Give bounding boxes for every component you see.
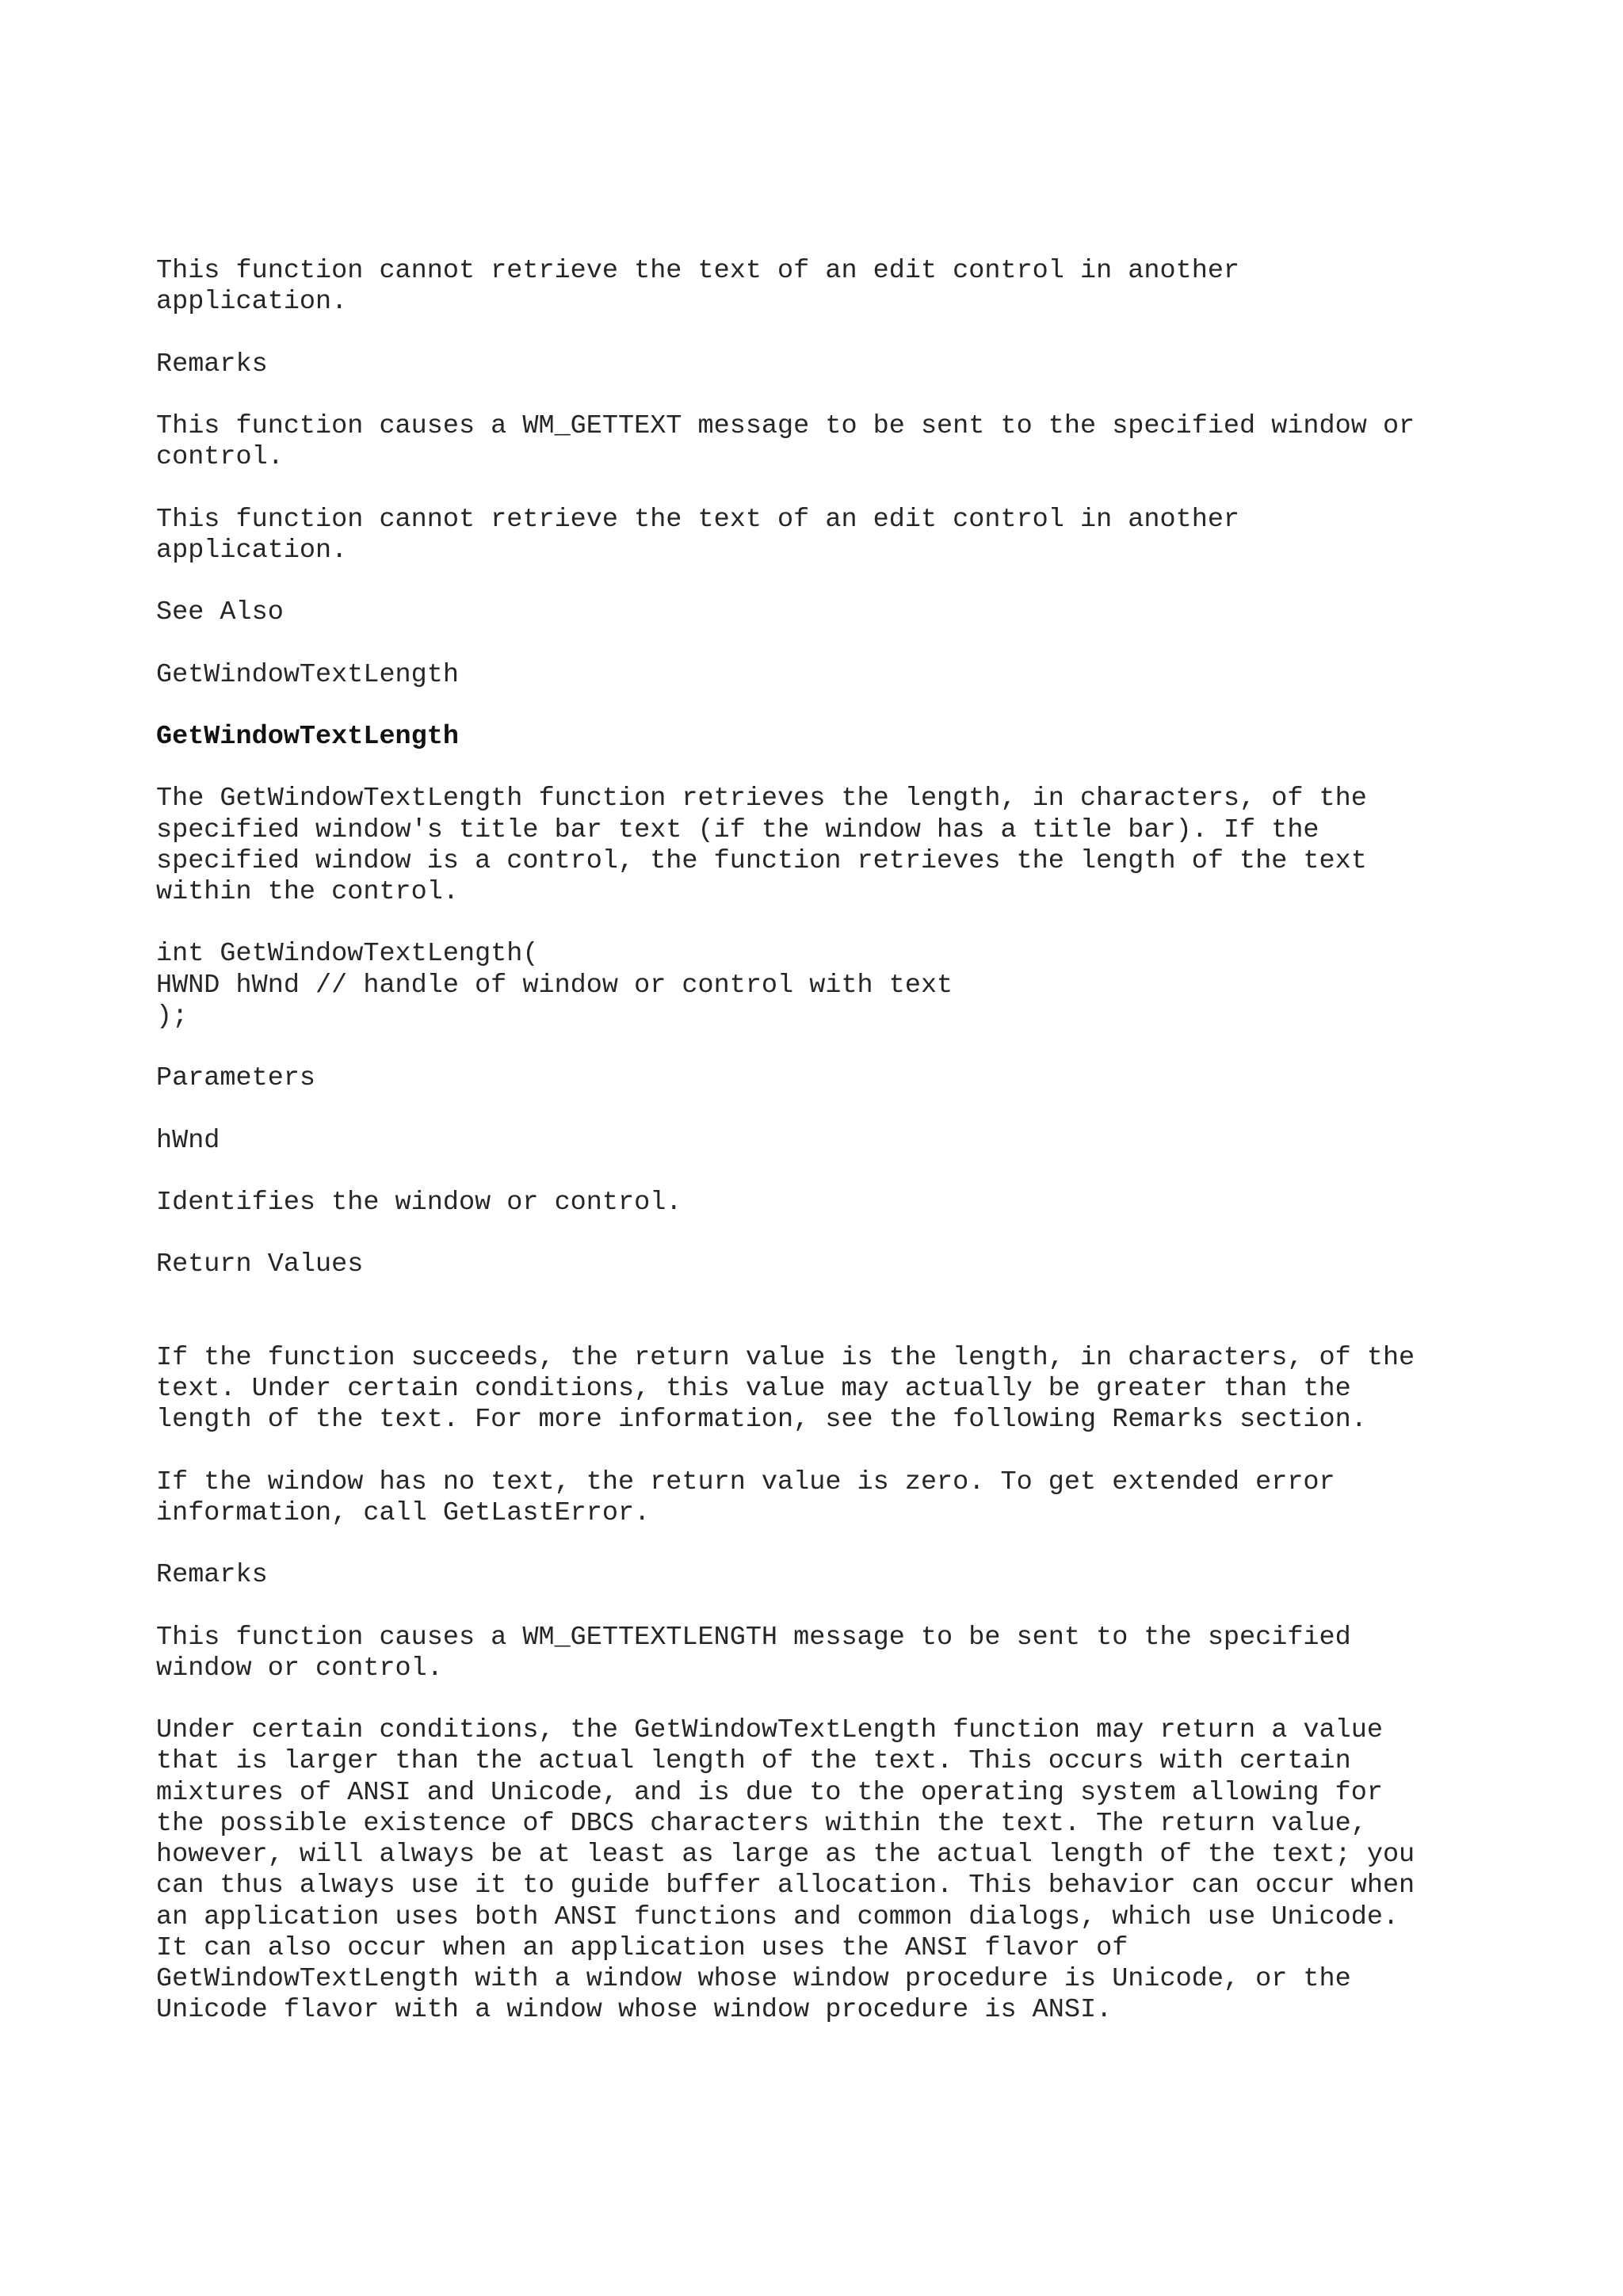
remarks-paragraph: This function cannot retrieve the text of an edit control in another application. — [156, 504, 1240, 566]
return-value-paragraph: If the function succeeds, the return value is the length, in characters, of the text. Under certain conditions, this value may actually be greater than the length of the text. For more information, see the following Remarks section. — [156, 1342, 1415, 1436]
function-signature: int GetWindowTextLength( HWND hWnd // handle of window or control with text ); — [156, 939, 953, 1032]
section-label-remarks: Remarks — [156, 349, 268, 379]
section-label-remarks: Remarks — [156, 1560, 268, 1591]
section-label-parameters: Parameters — [156, 1063, 316, 1094]
see-also-entry: GetWindowTextLength — [156, 659, 459, 690]
section-label-return-values: Return Values — [156, 1249, 364, 1280]
parameter-description: Identifies the window or control. — [156, 1187, 682, 1218]
function-heading: GetWindowTextLength — [156, 721, 459, 752]
intro-paragraph: This function cannot retrieve the text of an edit control in another application. — [156, 256, 1240, 318]
parameter-name: hWnd — [156, 1125, 220, 1156]
remarks-paragraph: Under certain conditions, the GetWindowTextLength function may return a value that is larger than the actual length of the text. This occurs with certain mixtures of ANSI and Unicode, and is due to the operating system allowing for the possible existence of DBCS characters within the text. The return value, however, will always be at least as large as the actual length of the text; you can thus always use it to guide buffer allocation. This behavior can occur when an application uses both ANSI functions and common dialogs, which use Unicode. It can also occur when an application uses the ANSI flavor of GetWindowTextLength with a window whose window procedure is Unicode, or the Unicode flavor with a window whose window procedure is ANSI. — [156, 1715, 1415, 2026]
function-description: The GetWindowTextLength function retrieves the length, in characters, of the specified window's title bar text (if the window has a title bar). If the specified window is a control, the function retrieves the length of the text within the control. — [156, 784, 1367, 907]
remarks-paragraph: This function causes a WM_GETTEXTLENGTH message to be sent to the specified window or control. — [156, 1622, 1351, 1684]
return-value-paragraph: If the window has no text, the return value is zero. To get extended error information, call GetLastError. — [156, 1466, 1335, 1528]
section-label-see-also: See Also — [156, 597, 284, 628]
document-page — [156, 256, 1567, 2058]
remarks-paragraph: This function causes a WM_GETTEXT message to be sent to the specified window or control. — [156, 410, 1415, 473]
